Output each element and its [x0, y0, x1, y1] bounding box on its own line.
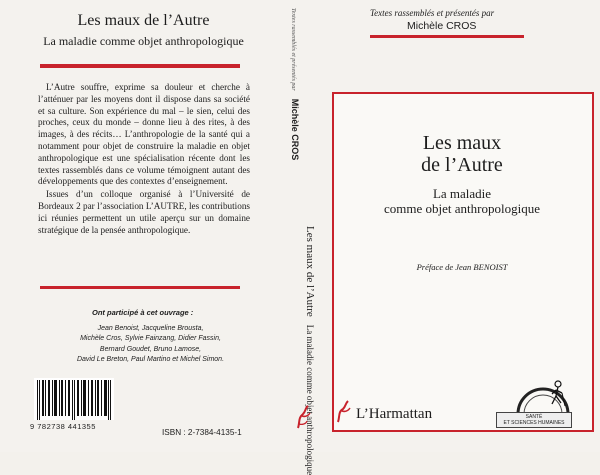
- collection-label-line: SANTÉ: [525, 414, 543, 420]
- front-red-rule: [370, 35, 524, 38]
- blurb-paragraph: Issues d’un colloque organisé à l’Université de Bordeaux 2 par l’association L’AUTRE, les contributions ici réunies permettent un utile aperçu sur un domaine stratégique de la pensée anthropologique.: [38, 189, 250, 235]
- contributors-line: Jean Benoist, Jacqueline Brousta,: [97, 325, 204, 332]
- publisher-mark: [334, 400, 432, 424]
- front-subtitle-line: La maladie: [432, 186, 492, 201]
- back-cover: [0, 0, 287, 452]
- isbn: ISBN : 2-7384-4135-1: [162, 428, 242, 437]
- back-red-rule: [40, 64, 240, 68]
- spine-title-block: [302, 226, 320, 475]
- back-blurb: [38, 82, 250, 237]
- publisher-prefix: L’: [356, 406, 369, 422]
- spine: [287, 0, 324, 475]
- spine-subtitle: La maladie comme objet anthropologique: [305, 324, 315, 475]
- spine-title: Les maux de l’Autre: [304, 226, 316, 317]
- spine-credit: Textes rassemblés et présentés par: [290, 8, 296, 91]
- blurb-paragraph: L’Autre souffre, exprime sa douleur et cherche à l’atténuer par les moyens dont il dispose dans sa société et sa culture. Son expérience du mal – le sien, celui des proches, ceux du monde – donne lieu à des rites, à des images, à des récits… L’anthropologie de la santé qui a notamment pour objet de construire la maladie en objet anthropologique est une spécialisation récente dont les textes rassemblés dans ce volume témoignent autant des développements que des contextes d’enseignement.: [38, 82, 250, 187]
- contributors-list: [58, 324, 243, 366]
- front-subtitle-line: comme objet anthropologique: [384, 201, 540, 216]
- collection-label-line: ET SCIENCES HUMAINES: [503, 420, 565, 426]
- front-credit: Textes rassemblés et présentés par: [370, 8, 495, 18]
- contributors-line: Bernard Goudet, Bruno Lamose,: [99, 345, 202, 353]
- publisher-name-text: Harmattan: [368, 406, 433, 422]
- back-title: Les maux de l’Autre: [77, 12, 210, 29]
- barcode-icon: [34, 378, 114, 420]
- front-title: [324, 132, 600, 176]
- collection-label: [496, 412, 572, 428]
- spine-credit-block: [287, 8, 305, 160]
- contributors-line: David Le Breton, Paul Martino et Michel Simon.: [76, 356, 225, 364]
- back-red-rule-bottom: [40, 286, 240, 289]
- preface-credit: Préface de Jean BENOIST: [416, 262, 508, 272]
- front-author: Michèle CROS: [407, 20, 477, 32]
- barcode-number: 9 782738 441355: [30, 422, 96, 431]
- front-title-line: de l’Autre: [421, 154, 503, 176]
- contributors-line: Michèle Cros, Sylvie Fainzang, Didier Fassin,: [80, 335, 221, 343]
- publisher-name: [356, 406, 432, 423]
- spine-author: Michèle CROS: [290, 98, 300, 161]
- back-subtitle: La maladie comme objet anthropologique: [43, 34, 244, 48]
- harmattan-logo-icon: [294, 404, 314, 430]
- contributors-heading: Ont participé à cet ouvrage :: [92, 308, 194, 317]
- front-subtitle: [324, 186, 600, 216]
- front-title-line: Les maux: [422, 132, 502, 154]
- harmattan-logo-icon: [334, 400, 354, 424]
- front-cover: [324, 0, 600, 452]
